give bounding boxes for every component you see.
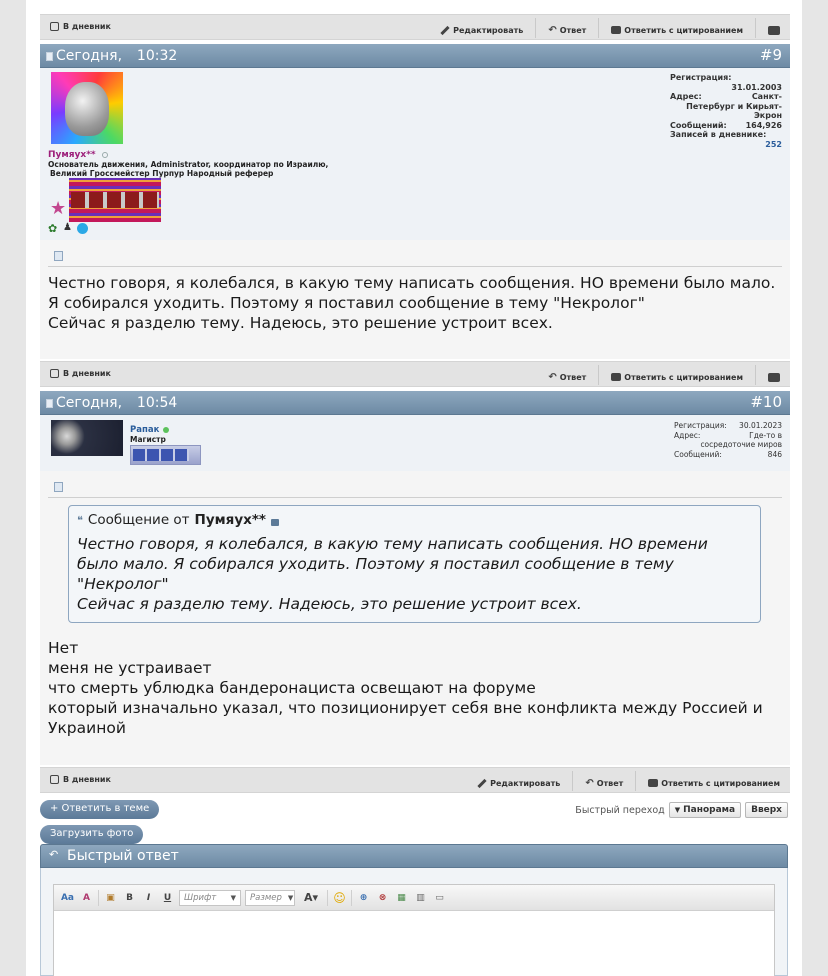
diary-icon: [50, 22, 59, 31]
reply-quote-button[interactable]: Ответить с цитированием: [611, 373, 743, 382]
pencil-icon: [441, 25, 450, 34]
quote-icon: ❝: [77, 513, 83, 527]
font-select[interactable]: Шрифт ▼: [179, 890, 241, 906]
username[interactable]: Рапак: [130, 425, 160, 435]
image-icon[interactable]: ▦: [397, 892, 406, 903]
reply-button[interactable]: ↶ Ответ: [585, 777, 624, 789]
message-editor[interactable]: [53, 884, 775, 976]
person-icon: ♟: [63, 222, 72, 233]
divider: [755, 365, 756, 385]
divider: [598, 365, 599, 385]
divider: [572, 771, 573, 791]
rank-badge-image: [130, 445, 201, 465]
online-status-icon: [102, 152, 108, 158]
post-9-action-bar: [40, 361, 790, 387]
post-10-message: Нет меня не устраивает что смерть ублюдка бандеронациста освещают на форуме который изначально указал, что позиционирует себя вне конфликта между Россией и Украиной: [48, 639, 763, 737]
post-9-header: [40, 44, 790, 68]
post-number-link[interactable]: #10: [750, 393, 782, 411]
user-title: Основатель движения, Administrator, координатор по Израилю,: [48, 160, 329, 169]
dollar-icon: ✿: [48, 222, 58, 235]
chevron-down-icon: ▼: [674, 806, 681, 814]
paste-icon[interactable]: ▣: [106, 892, 115, 903]
post-9-userinfo: [40, 68, 790, 240]
quote-bubble-icon: [611, 373, 621, 381]
text-color-icon[interactable]: A▾: [303, 891, 319, 904]
smiley-icon[interactable]: ☺: [333, 890, 346, 905]
diary-button[interactable]: В дневник: [50, 22, 111, 31]
post-9-message: Честно говоря, я колебался, в какую тему написать сообщения. НО времени было мало. Я собирался уходить. Поэтому я поставил сообщение в тему "Некролог" Сейчас я разделю тему. Надеюсь, это решение устроит всех.: [48, 274, 776, 332]
italic-button[interactable]: I: [146, 892, 151, 903]
post-8-action-bar: [40, 14, 790, 40]
diary-button[interactable]: В дневник: [50, 369, 111, 378]
multiquote-icon: [768, 26, 780, 35]
divider: [755, 18, 756, 38]
quote-bubble-icon: [611, 26, 621, 34]
underline-button[interactable]: U: [163, 892, 172, 903]
multiquote-icon: [768, 373, 780, 382]
username[interactable]: Пумяух**: [48, 150, 96, 160]
collapse-icon[interactable]: ↶: [49, 848, 59, 861]
reply-arrow-icon: ↶: [585, 777, 594, 789]
quote-insert-icon[interactable]: ▭: [435, 892, 444, 903]
quote-author: Пумяух**: [194, 512, 266, 528]
post-doc-icon: [54, 251, 63, 261]
quick-reply-header: [40, 844, 788, 868]
post-icon: [46, 52, 53, 61]
diary-icon: [50, 775, 59, 784]
bold-button[interactable]: B: [126, 892, 133, 903]
reply-arrow-icon: ↶: [548, 371, 557, 383]
post-time: 10:32: [136, 48, 178, 64]
remove-format-icon[interactable]: Aa: [60, 892, 75, 903]
post-divider: [48, 497, 782, 498]
divider: [598, 18, 599, 38]
post-time: 10:54: [136, 395, 178, 411]
reply-button[interactable]: ↶ Ответ: [548, 24, 587, 36]
online-status-icon: [163, 427, 169, 433]
reply-arrow-icon: ↶: [548, 24, 557, 36]
post-doc-icon: [54, 482, 63, 492]
chevron-down-icon: ▼: [287, 893, 294, 902]
font-color-icon[interactable]: A: [83, 892, 90, 903]
quote-block: [68, 505, 761, 623]
view-post-icon[interactable]: [271, 519, 279, 526]
user-title-2: Великий Гроссмейстер Пурпур Народный реферер: [50, 169, 274, 178]
forum-page: [26, 0, 802, 976]
unlink-icon[interactable]: ⊗: [378, 892, 387, 903]
skype-icon[interactable]: [77, 223, 88, 234]
divider: [535, 18, 536, 38]
quick-nav-label: Быстрый переход: [575, 804, 665, 816]
rank-badge-image: [69, 178, 161, 222]
diary-icon: [50, 369, 59, 378]
multiquote-button[interactable]: [768, 373, 780, 382]
quick-reply-title: Быстрый ответ: [67, 848, 179, 864]
post-number-link[interactable]: #9: [759, 46, 782, 64]
reply-quote-button[interactable]: Ответить с цитированием: [648, 779, 780, 788]
post-divider: [48, 266, 782, 267]
edit-button[interactable]: Редактировать: [477, 779, 560, 788]
quick-nav-select[interactable]: ▼ Панорама: [669, 802, 741, 818]
edit-button[interactable]: Редактировать: [440, 26, 523, 35]
post-10-action-bar: [40, 767, 790, 793]
post-date: Сегодня,: [56, 48, 123, 64]
divider: [635, 771, 636, 791]
diary-button[interactable]: В дневник: [50, 775, 111, 784]
editor-toolbar: [54, 885, 774, 911]
user-title: Магистр: [130, 435, 166, 444]
post-icon: [46, 399, 53, 408]
reply-quote-button[interactable]: Ответить с цитированием: [611, 26, 743, 35]
quote-text: Честно говоря, я колебался, в какую тему написать сообщения. НО времени было мало. Я собирался уходить. Поэтому я поставил сообщение в тему "Некролог" Сейчас я разделю тему. Надеюсь, это решение устроит всех.: [77, 535, 708, 613]
post-date: Сегодня,: [56, 395, 123, 411]
user-stats: Регистрация: 31.01.2003 Адрес: Санкт- Петербург и Кирьят- Экрон Сообщений: 164,926 Записей в дневнике: 252: [670, 73, 782, 149]
link-icon[interactable]: ⊕: [359, 892, 368, 903]
media-icon[interactable]: ▥: [416, 892, 425, 903]
post-10-header: [40, 391, 790, 415]
scroll-up-button[interactable]: Вверх: [745, 802, 788, 818]
reply-button[interactable]: ↶ Ответ: [548, 371, 587, 383]
reply-thread-button[interactable]: + Ответить в теме: [40, 800, 159, 819]
user-stats: Регистрация: 30.01.2023 Адрес: Где-то в сосредоточие миров Сообщений: 846: [674, 421, 782, 459]
avatar[interactable]: [51, 72, 123, 144]
pencil-icon: [478, 778, 487, 787]
chevron-down-icon: ▼: [230, 893, 236, 902]
avatar[interactable]: [51, 420, 123, 456]
star-rank-icon: ★: [50, 198, 67, 219]
quick-nav: [575, 802, 788, 818]
diary-count-link[interactable]: 252: [765, 139, 782, 149]
quote-prefix: Сообщение от: [87, 512, 190, 528]
multiquote-button[interactable]: [768, 26, 780, 35]
quick-reply-body: [40, 868, 788, 976]
post-10-userinfo: [40, 415, 790, 471]
upload-photo-button[interactable]: Загрузить фото: [40, 825, 143, 844]
size-select[interactable]: Размер ▼: [245, 890, 295, 906]
quote-bubble-icon: [648, 779, 658, 787]
